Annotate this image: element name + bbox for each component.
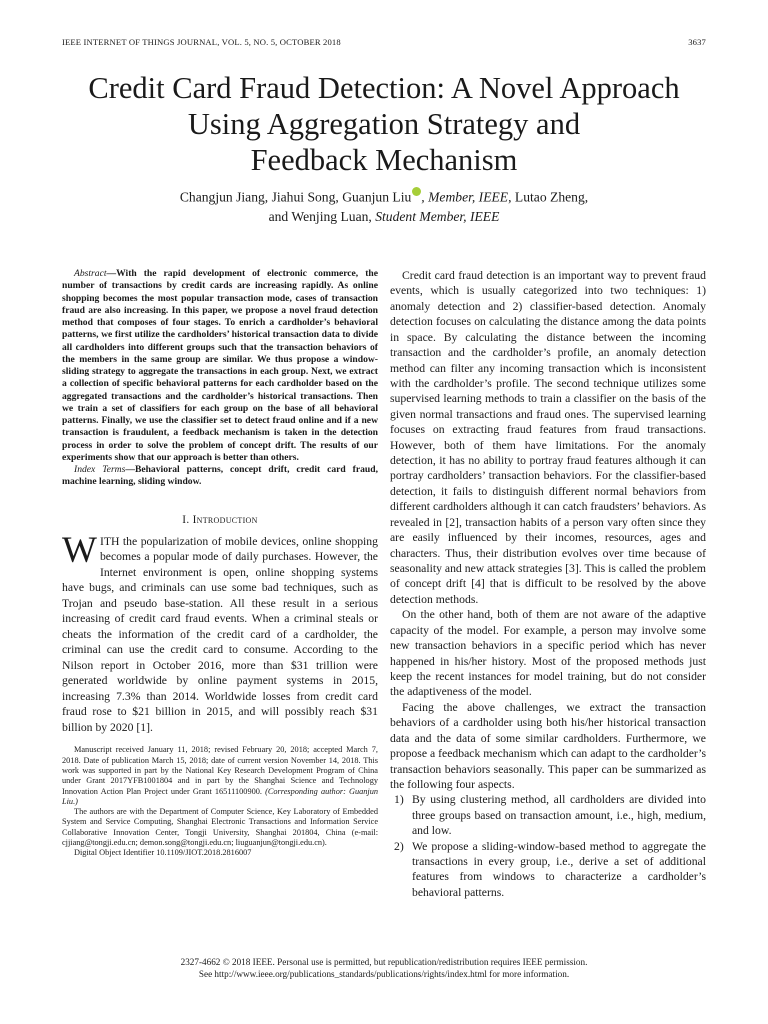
- right-column: [390, 268, 706, 900]
- index-terms-text: —Behavioral patterns, concept drift, credit card fraud, machine learning, sliding window.: [62, 464, 379, 488]
- journal-info: IEEE INTERNET OF THINGS JOURNAL, VOL. 5, NO. 5, OCTOBER 2018: [62, 37, 341, 47]
- index-terms: [62, 464, 378, 489]
- running-header: [62, 37, 706, 49]
- intro-text: ITH the popularization of mobile devices, online shopping becomes a popular mode of daily purchases. However, the Internet environment is open, online shopping systems have bugs, and criminals can use some bad techniques, such as Trojan and pseudo base-station. All these result in a serious increasing of credit card fraud events. When a criminal steals or cheats the information of the credit card of a cardholder, the criminal can use the credit card to consume. According to the Nilson report in October 2016, more than $31 trillion were generated worldwide by online payment systems in 2015, increasing 7.3% than 2014. Worldwide losses from credit card fraud rose to $21 billion in 2015, and will possibly reach $31 billion by 2020 [1].: [62, 534, 378, 734]
- footnote-affiliation: The authors are with the Department of Computer Science, Key Laboratory of Embedded System and Service Computing, Shanghai Electronic Transactions and Information Service Collaborative Innovation Center, Tongji University, Shanghai 201804, China (e-mail: cjjiang@tongji.edu.cn; demon.song@tongji.edu.cn; liuguanjun@tongji.edu.cn).: [62, 807, 378, 848]
- contribution-list: [390, 792, 706, 900]
- author-names: Changjun Jiang, Jiahui Song, Guanjun Liu: [179, 189, 412, 205]
- intro-paragraph: [62, 529, 378, 736]
- copyright-notice: [40, 956, 728, 980]
- orcid-icon[interactable]: [412, 187, 421, 196]
- abstract-text: —With the rapid development of electronic commerce, the number of transactions by credit cards are increasing rapidly. As online shopping becomes the most popular transaction mode, cases of transaction fraud are also increasing. In this paper, we propose a novel fraud detection method that composes of four stages. To enrich a cardholder’s behavioral patterns, we first utilize the cardholders’ historical transaction data to divide all cardholders into different groups such that the transaction behaviors of the members in the same group are similar. We thus propose a window-sliding strategy to aggregate the transactions in each group. Next, we extract a collection of specific behavioral patterns for each cardholder based on the aggregated transactions and the cardholder’s historical transactions. Then we train a set of classifiers for each group on the base of all behavioral patterns. Finally, we use the classifier set to detect fraud online and if a new transaction is fraudulent, a feedback mechanism is taken in the detection process in order to solve the problem of concept drift. The results of our experiments show that our approach is better than others.: [62, 268, 378, 463]
- footnote-doi: Digital Object Identifier 10.1109/JIOT.2018.2816007: [74, 848, 252, 858]
- authors-line-2: [40, 207, 728, 226]
- footnotes: [62, 745, 378, 858]
- paper-title: [40, 70, 728, 178]
- author-membership: , Member, IEEE: [421, 189, 509, 205]
- title-line-3: Feedback Mechanism: [250, 143, 518, 177]
- section-title: Introduction: [192, 513, 258, 526]
- left-column: [62, 268, 378, 859]
- author-list: [40, 187, 728, 226]
- section-heading-introduction: [62, 513, 378, 528]
- title-line-1: Credit Card Fraud Detection: A Novel Approach: [88, 71, 680, 105]
- paragraph-2: On the other hand, both of them are not aware of the adaptive capacity of the model. For example, a person may involve some new transaction behaviors in a specific period which has never happened in his/her history. Most of the proposed methods just keep the recent instances for model training, but do not consider the adaptiveness of the model.: [390, 608, 706, 699]
- page-number: 3637: [688, 37, 706, 47]
- drop-cap: W: [62, 529, 97, 571]
- author-membership-2: Student Member, IEEE: [375, 208, 500, 224]
- section-numeral: I.: [182, 513, 193, 526]
- title-line-2: Using Aggregation Strategy and: [187, 107, 581, 141]
- footnote-received: Manuscript received January 11, 2018; revised February 20, 2018; accepted March 7, 2018. Date of publication March 15, 2018; date of current version November 14, 2018. This work was supported in part by the National Key Research Development Program of China under Grant 2017YFB1001804 and in part by the Shanghai Science and Technology Innovation Action Plan Project under Grant 16511100900. (Corresponding author: Guanjun Liu.): [62, 745, 379, 806]
- paragraph-3: Facing the above challenges, we extract the transaction behaviors of a cardholder using both his/her historical transaction data and the data of some similar cardholders. Furthermore, we propose a feedback mechanism which can adapt to the cardholder’s transaction behaviors seasonally. This paper can be summarized as the following four aspects.: [390, 700, 706, 791]
- paragraph-1: Credit card fraud detection is an important way to prevent fraud events, which is usually categorized into two techniques: 1) anomaly detection and 2) classifier-based detection. Anomaly detection focuses on calculating the distance among the data points in space. By calculating the distance between the incoming transaction and the cardholder’s profile, an anomaly detection method can filter any incoming transaction which is inconsistent with the cardholder’s profile. The second technique utilizes some supervised learning methods to train a classifier on the basis of the given normal transactions and fraud ones. The supervised learning focuses on extracting fraud features from fraud transactions. However, both of them have limitations. For the anomaly detection, it has no ability to portray fraud features although it can portray cardholders’ transaction behaviors. For the classifier-based detection, it fails to distinguish different normal behaviors from different cardholders although it can catch fraudsters’ behaviors. As revealed in [2], transaction habits of a person vary often since they are easily influenced by their incomes, resources, ages and characters. Thus, their distribution evolves over time because of seasonality and new attack strategies [3]. This is called the problem of concept drift [4] that is difficult to be resolved by the above detection methods.: [390, 269, 706, 606]
- copyright-line-1: 2327-4662 © 2018 IEEE. Personal use is permitted, but republication/redistribution requires IEEE permission.: [180, 957, 588, 967]
- abstract-label: Abstract: [74, 268, 107, 279]
- list-item: 1) By using clustering method, all cardholders are divided into three groups based on transaction amount, i.e., high, medium, and low.: [394, 793, 706, 838]
- index-terms-label: Index Terms: [74, 464, 126, 475]
- copyright-line-2: See http://www.ieee.org/publications_standards/publications/rights/index.html for more information.: [198, 969, 570, 979]
- abstract: [62, 268, 378, 464]
- list-item: 2) We propose a sliding-window-based method to aggregate the transactions in every group, i.e., derive a set of additional features from windows to characterize a cardholder’s behavioral patterns.: [394, 839, 706, 899]
- authors-line-1: [40, 187, 728, 207]
- author-names-rest: , Lutao Zheng,: [508, 189, 589, 205]
- author-names-2: and Wenjing Luan,: [268, 208, 376, 224]
